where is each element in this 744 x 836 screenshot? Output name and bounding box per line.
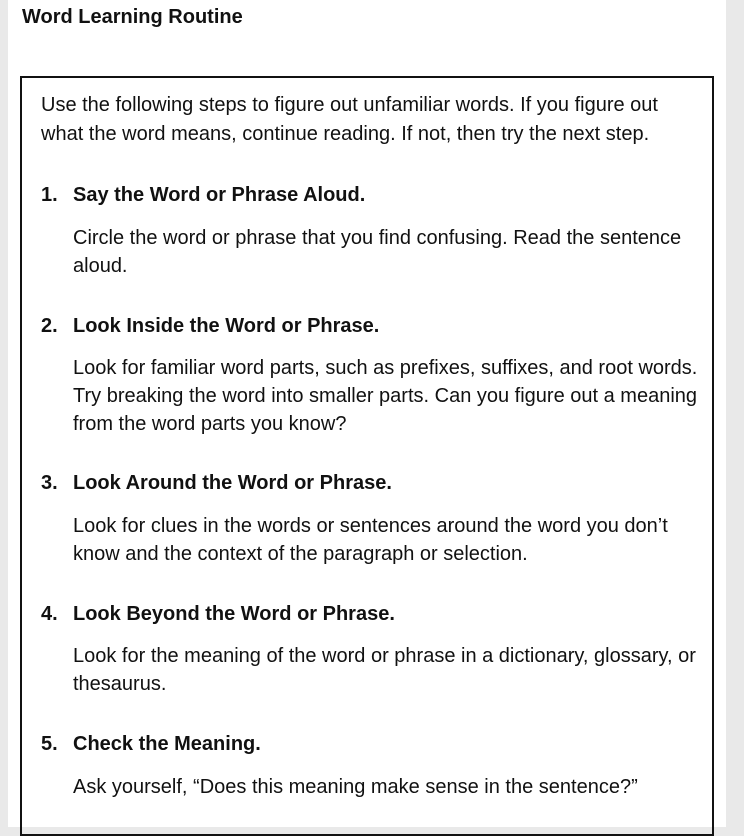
step-4-heading: Look Beyond the Word or Phrase. bbox=[73, 603, 395, 625]
step-5-number: 5. bbox=[41, 733, 58, 755]
step-5-title bbox=[41, 731, 261, 757]
step-1-heading: Say the Word or Phrase Aloud. bbox=[73, 184, 366, 206]
step-5-heading: Check the Meaning. bbox=[73, 733, 261, 755]
step-4-body: Look for the meaning of the word or phrase in a dictionary, glossary, or thesaurus. bbox=[73, 645, 696, 695]
page-title: Word Learning Routine bbox=[22, 6, 243, 28]
step-4-number: 4. bbox=[41, 603, 58, 625]
step-2-number: 2. bbox=[41, 315, 58, 337]
step-3-body: Look for clues in the words or sentences around the word you don’t know and the context of the paragraph or selection. bbox=[73, 515, 668, 565]
step-5-body: Ask yourself, “Does this meaning make sense in the sentence?” bbox=[73, 776, 638, 798]
step-2-heading: Look Inside the Word or Phrase. bbox=[73, 315, 380, 337]
step-4-title bbox=[41, 601, 395, 627]
step-2-body: Look for familiar word parts, such as prefixes, suffixes, and root words. Try breaking the word into smaller parts. Can you figure out a meaning from the word parts you know? bbox=[73, 357, 698, 435]
step-3-number: 3. bbox=[41, 472, 58, 494]
step-2-title bbox=[41, 313, 379, 339]
step-3-heading: Look Around the Word or Phrase. bbox=[73, 472, 392, 494]
step-1-number: 1. bbox=[41, 184, 58, 206]
step-1-title bbox=[41, 182, 365, 208]
step-1-body: Circle the word or phrase that you find confusing. Read the sentence aloud. bbox=[73, 227, 682, 277]
step-3-title bbox=[41, 470, 392, 496]
routine-box bbox=[20, 76, 714, 836]
document-page bbox=[8, 0, 726, 827]
intro-text: Use the following steps to figure out unfamiliar words. If you figure out what the word means, continue reading. If not, then try the next step. bbox=[41, 94, 658, 145]
